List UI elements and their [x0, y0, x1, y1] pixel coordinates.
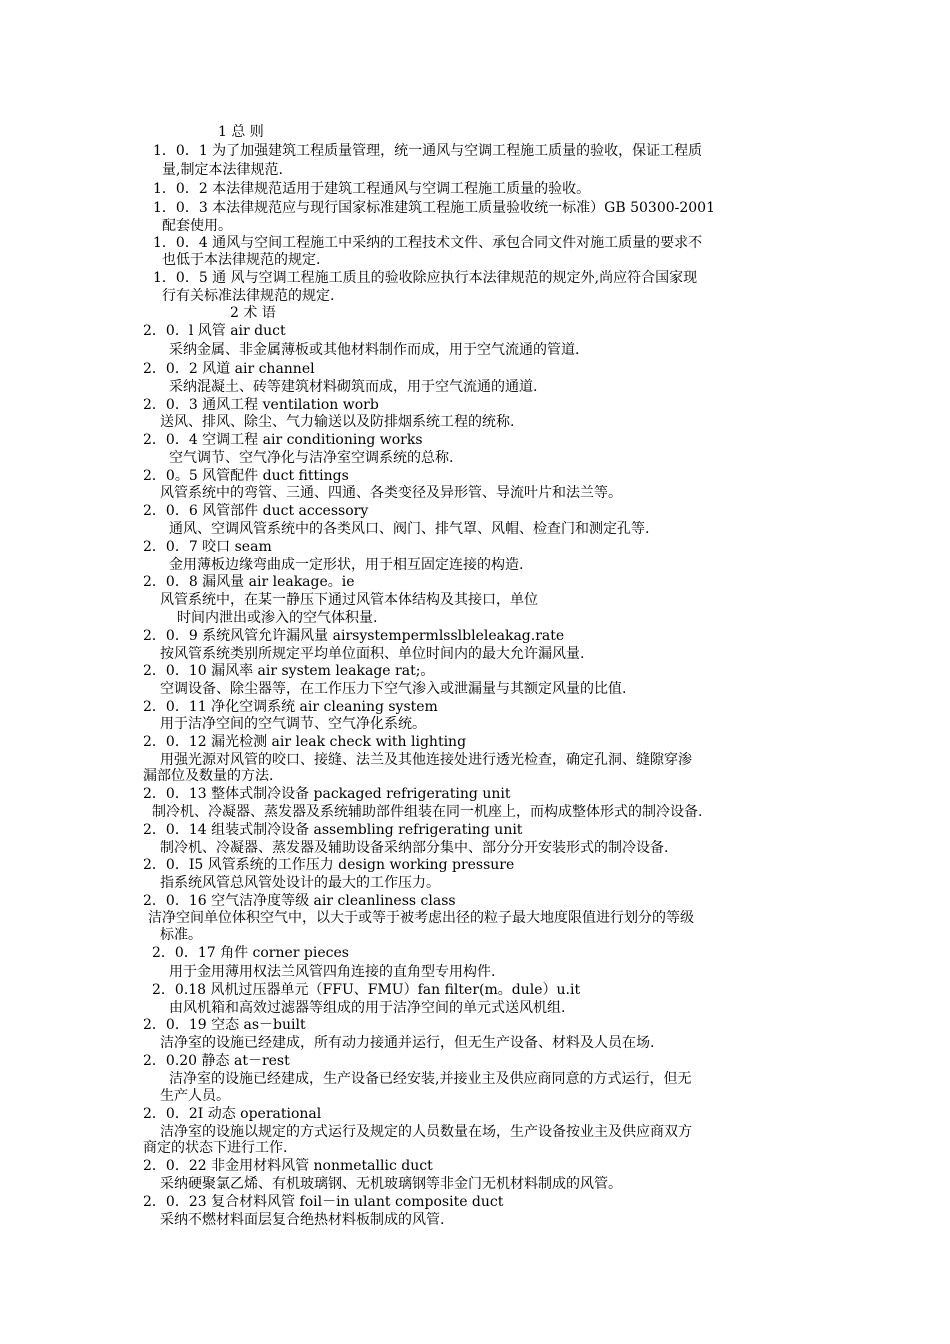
text-line: 配套使用。: [162, 218, 232, 234]
term-definition: 制冷机、冷凝器、蒸发器及辅助设备采纳部分集中、部分分开安装形式的制冷设备.: [160, 840, 669, 856]
text-line: 也低于本法律规范的规定.: [162, 252, 321, 268]
term-heading: 2．0．l 风管 air duct: [143, 323, 286, 339]
term-heading: 2．0．7 咬口 seam: [143, 539, 272, 555]
text-line: 1．0．1 为了加强建筑工程质量管理，统一通风与空调工程施工质量的验收，保证工程质: [153, 143, 703, 159]
term-definition: 通风、空调风管系统中的各类风口、阀门、排气罩、风帽、检查门和测定孔等.: [169, 521, 650, 537]
text-line: 行有关标准法律规范的规定.: [162, 288, 335, 304]
term-heading: 2．0．8 漏风量 air leakage。ie: [143, 574, 355, 590]
term-definition: 采纳硬聚氯乙烯、有机玻璃钢、无机玻璃钢等非金门无机材料制成的风管。: [160, 1176, 622, 1192]
term-heading: 2．0．22 非金用材料风管 nonmetallic duct: [143, 1158, 433, 1174]
term-definition: 指系统风管总风管处设计的最大的工作压力。: [160, 875, 440, 891]
term-heading: 2．0．4 空调工程 air conditioning works: [143, 432, 423, 448]
term-definition: 空调设备、除尘器等，在工作压力下空气渗入或泄漏量与其额定风量的比值.: [160, 681, 627, 697]
term-heading: 2．0．2I 动态 operational: [143, 1106, 322, 1122]
term-heading: 2．0。5 风管配件 duct fittings: [143, 468, 349, 484]
text-line: 1．0．5 通 风与空调工程施工质且的验收除应执行本法律规范的规定外,尚应符合国家现: [153, 270, 698, 286]
term-definition: 用于洁净空间的空气调节、空气净化系统。: [160, 716, 426, 732]
term-definition: 洁净空间单位体积空气中，以大于或等于被考虑出径的粒子最大地度限值进行划分的等级: [148, 910, 694, 926]
term-definition: 用于金用薄用权法兰风管四角连接的直角型专用构件.: [169, 964, 496, 980]
term-heading: 2．0．13 整体式制冷设备 packaged refrigerating unit: [143, 786, 511, 802]
term-heading: 2．0．3 通风工程 ventilation worb: [143, 397, 379, 413]
section-heading-general: 1 总 则: [218, 124, 264, 140]
term-definition: 洁净室的设施已经建成，生产设备已经安装,并接业主及供应商同意的方式运行，但无: [169, 1071, 692, 1087]
term-heading: 2．0．I5 风管系统的工作压力 design working pressure: [143, 857, 515, 873]
term-definition: 洁净室的设施已经建成，所有动力接通并运行，但无生产设备、材料及人员在场.: [160, 1035, 655, 1051]
term-heading: 2．0．17 角件 corner pieces: [152, 945, 349, 961]
term-heading: 2．0．10 漏风率 air system leakage rat;。: [143, 663, 435, 679]
term-definition: 由风机箱和高效过滤器等组成的用于洁净空间的单元式送风机组.: [169, 1000, 566, 1016]
term-definition: 风管系统中的弯管、三通、四通、各类变径及异形管、导流叶片和法兰等。: [160, 485, 622, 501]
term-definition: 标准。: [160, 927, 202, 943]
section-heading-terms: 2 术 语: [230, 305, 276, 321]
term-definition: 时间内泄出或渗入的空气体积量.: [177, 610, 378, 626]
term-heading: 2．0．19 空态 as－built: [143, 1017, 306, 1033]
term-definition: 送风、排风、除尘、气力输送以及防排烟系统工程的统称.: [160, 414, 515, 430]
term-heading: 2．0．14 组装式制冷设备 assembling refrigerating unit: [143, 822, 523, 838]
term-definition: 空气调节、空气净化与洁净室空调系统的总称.: [169, 450, 454, 466]
term-definition: 用强光源对风管的咬口、接缝、法兰及其他连接处进行透光检查，确定孔洞、缝隙穿渗: [160, 752, 692, 768]
term-heading: 2．0．6 风管部件 duct accessory: [143, 503, 369, 519]
text-line: 1．0．3 本法律规范应与现行国家标准建筑工程施工质量验收统一标准）GB 50300-2001: [153, 200, 715, 216]
term-definition: 制冷机、冷凝器、蒸发器及系统辅助部件组装在同一机座上，而构成整体形式的制冷设备.: [152, 804, 703, 820]
text-line: 量,制定本法律规范.: [162, 162, 283, 178]
term-heading: 2．0．16 空气洁净度等级 air cleanliness class: [143, 893, 456, 909]
term-heading: 2．0．11 净化空调系统 air cleaning system: [143, 699, 438, 715]
text-line: 1．0．2 本法律规范适用于建筑工程通风与空调工程施工质量的验收。: [153, 181, 591, 197]
text-line: 1．0．4 通风与空间工程施工中采纳的工程技术文件、承包合同文件对施工质量的要求不: [153, 235, 703, 251]
term-heading: 2．0．12 漏光检测 air leak check with lighting: [143, 734, 467, 750]
term-heading: 2．0．23 复合材料风管 foil－in ulant composite duct: [143, 1194, 504, 1210]
term-definition: 采纳混凝土、砖等建筑材料砌筑而成，用于空气流通的通道.: [169, 379, 538, 395]
term-heading: 2．0.18 风机过压器单元（FFU、FMU）fan filter(m。dule）u.it: [152, 982, 581, 998]
term-definition: 洁净室的设施以规定的方式运行及规定的人员数量在场，生产设备按业主及供应商双方: [160, 1124, 692, 1140]
term-definition: 漏部位及数量的方法.: [143, 768, 274, 784]
term-definition: 金用薄板边缘弯曲成一定形状，用于相互固定连接的构造.: [169, 557, 524, 573]
term-definition: 采纳金属、非金属薄板或其他材料制作而成，用于空气流通的管道.: [169, 342, 580, 358]
term-heading: 2．0．9 系统风管允许漏风量 airsystempermlsslbleleakag.rate: [143, 628, 565, 644]
term-definition: 商定的状态下进行工作.: [143, 1140, 288, 1156]
term-heading: 2．0.20 静态 at－rest: [143, 1053, 290, 1069]
term-definition: 按风管系统类别所规定平均单位面积、单位时间内的最大允许漏风量.: [160, 646, 585, 662]
term-definition: 采纳不燃材料面层复合绝热材料板制成的风管.: [160, 1212, 445, 1228]
term-definition: 风管系统中，在某一静压下通过风管本体结构及其接口，单位: [160, 592, 538, 608]
term-heading: 2．0．2 风道 air channel: [143, 361, 315, 377]
term-definition: 生产人员。: [160, 1088, 230, 1104]
